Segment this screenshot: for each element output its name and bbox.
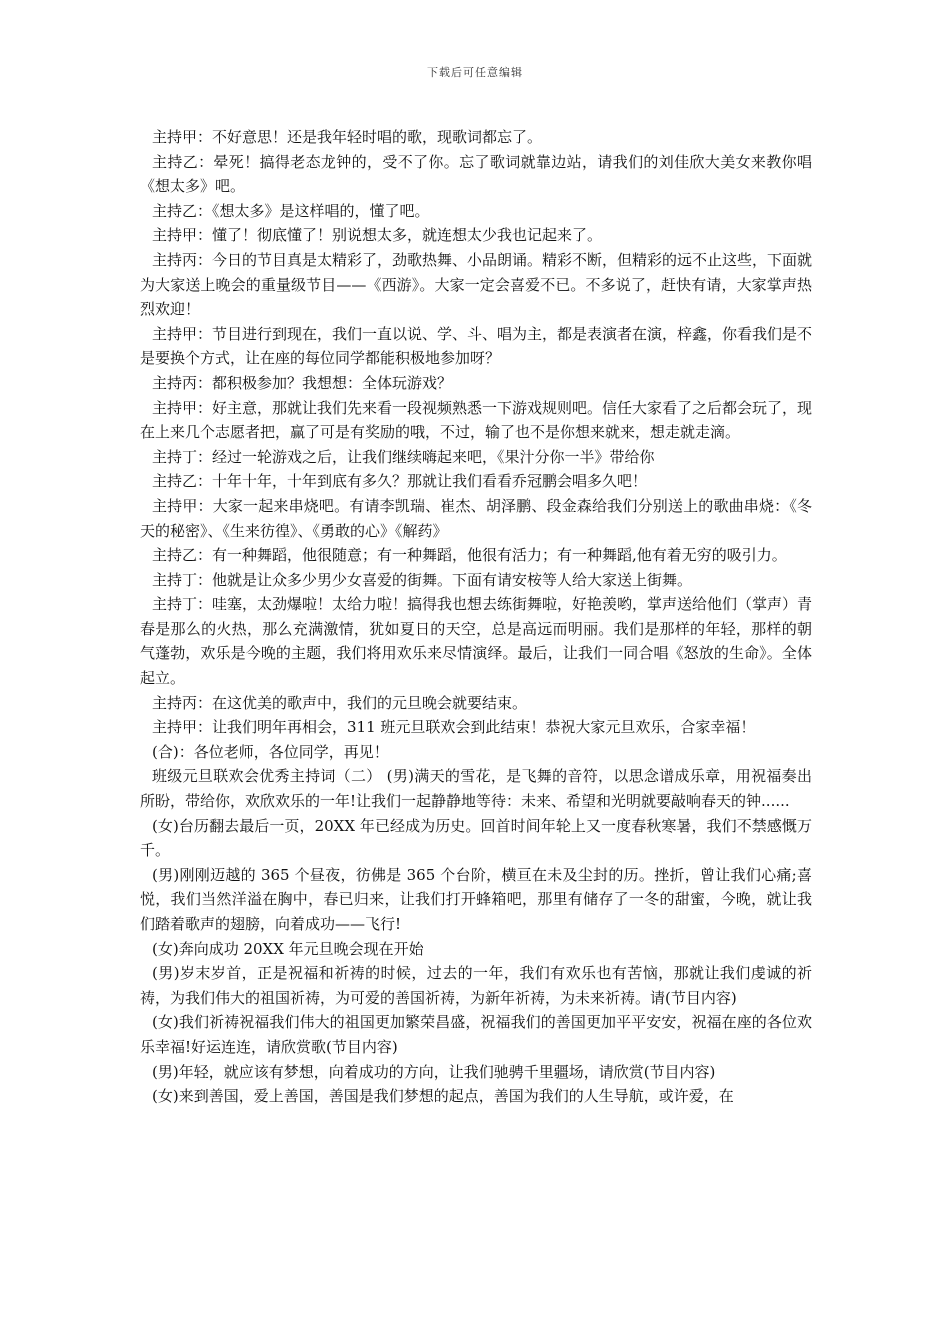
- paragraph: (女)奔向成功 20XX 年元旦晚会现在开始: [152, 939, 424, 958]
- paragraph: 主持乙：有一种舞蹈，他很随意；有一种舞蹈，他很有活力；有一种舞蹈,他有着无穷的吸引力。: [152, 546, 787, 565]
- paragraph: (合)：各位老师，各位同学，再见！: [152, 742, 389, 761]
- paragraph: 主持丁：哇塞，太劲爆啦！太给力啦！搞得我也想去练街舞啦，好艳羡哟，掌声送给他们（掌声）青春是那么的火热，那么充满激情，犹如夏日的天空，总是高远而明丽。我们是那样的年轻，那样的朝气蓬勃，欢乐是今晚的主题，我们将用欢乐来尽情演绎。最后，让我们一同合唱《怒放的生命》。全体起立。: [140, 595, 813, 688]
- paragraph: 主持乙：晕死！搞得老态龙钟的，受不了你。忘了歌词就靠边站，请我们的刘佳欣大美女来教你唱《想太多》吧。: [140, 152, 812, 196]
- paragraph: (男)刚刚迈越的 365 个昼夜，彷佛是 365 个台阶，横亘在未及尘封的历。挫折，曾让我们心痛;喜悦，我们当然洋溢在胸中，春已归来，让我们打开蜂箱吧，那里有储存了一冬的甜蜜，今晚，就让我们踏着歌声的翅膀，向着成功——飞行!: [140, 865, 812, 933]
- paragraph: 主持甲：大家一起来串烧吧。有请李凯瑞、崔杰、胡泽鹏、段金森给我们分别送上的歌曲串烧：《冬天的秘密》、《生来彷徨》、《勇敢的心》《解药》: [140, 496, 812, 540]
- paragraph: (男)年轻，就应该有梦想，向着成功的方向，让我们驰骋千里疆场，请欣赏(节目内容): [152, 1062, 716, 1081]
- paragraph: 主持甲：懂了！彻底懂了！别说想太多，就连想太少我也记起来了。: [152, 226, 603, 245]
- paragraph: 主持丙：在这优美的歌声中，我们的元旦晚会就要结束。: [152, 693, 528, 712]
- paragraph: 主持甲：节目进行到现在，我们一直以说、学、斗、唱为主，都是表演者在演，梓鑫，你看我们是不是要换个方式，让在座的每位同学都能积极地参加呀？: [140, 324, 813, 368]
- page-header: 下载后可任意编辑: [427, 66, 523, 79]
- paragraph: 主持丙：都积极参加？我想想：全体玩游戏？: [152, 373, 453, 392]
- paragraph: (女)来到善国，爱上善国，善国是我们梦想的起点，善国为我们的人生导航，或许爱，在: [152, 1087, 734, 1106]
- paragraph: 主持甲：不好意思！还是我年轻时唱的歌，现歌词都忘了。: [152, 128, 543, 146]
- paragraph: 主持丁：他就是让众多少男少女喜爱的街舞。下面有请安桉等人给大家送上街舞。: [152, 570, 693, 589]
- paragraph: 主持丙：今日的节目真是太精彩了，劲歌热舞、小品朗诵。精彩不断，但精彩的远不止这些，下面就为大家送上晚会的重量级节目——《西游》。大家一定会喜爱不已。不多说了，赶快有请，大家掌声热烈欢迎！: [140, 250, 813, 319]
- paragraph: 主持乙：十年十年，十年到底有多久？那就让我们看看乔冠鹏会唱多久吧！: [152, 472, 648, 491]
- paragraph: 主持甲：让我们明年再相会，311 班元旦联欢会到此结束！恭祝大家元旦欢乐，合家幸福！: [152, 718, 756, 737]
- paragraph: (男)岁末岁首，正是祝福和祈祷的时候，过去的一年，我们有欢乐也有苦恼，那就让我们虔诚的祈祷，为我们伟大的祖国祈祷，为可爱的善国祈祷，为新年祈祷，为未来祈祷。请(节目内容): [140, 964, 812, 1007]
- paragraph: 班级元旦联欢会优秀主持词（二） (男)满天的雪花，是飞舞的音符，以思念谱成乐章，用祝福奏出所盼，带给你，欢欣欢乐的一年!让我们一起静静地等待：未来、希望和光明就要敲响春天的钟......: [140, 767, 812, 811]
- paragraph: 主持乙：《想太多》是这样唱的，懂了吧。: [152, 201, 430, 220]
- paragraph: 主持甲：好主意，那就让我们先来看一段视频熟悉一下游戏规则吧。信任大家看了之后都会玩了，现在上来几个志愿者把，赢了可是有奖励的哦，不过，输了也不是你想来就来，想走就走滴。: [140, 398, 813, 442]
- paragraph: 主持丁：经过一轮游戏之后，让我们继续嗨起来吧，《果汁分你一半》带给你: [152, 447, 655, 466]
- paragraph: (女)我们祈祷祝福我们伟大的祖国更加繁荣昌盛，祝福我们的善国更加平平安安，祝福在座的各位欢乐幸福!好运连连，请欣赏歌(节目内容): [140, 1013, 812, 1056]
- document-body: [140, 125, 812, 1109]
- paragraph: (女)台历翻去最后一页，20XX 年已经成为历史。回首时间年轮上又一度春秋寒暑，我们不禁感慨万千。: [140, 816, 812, 860]
